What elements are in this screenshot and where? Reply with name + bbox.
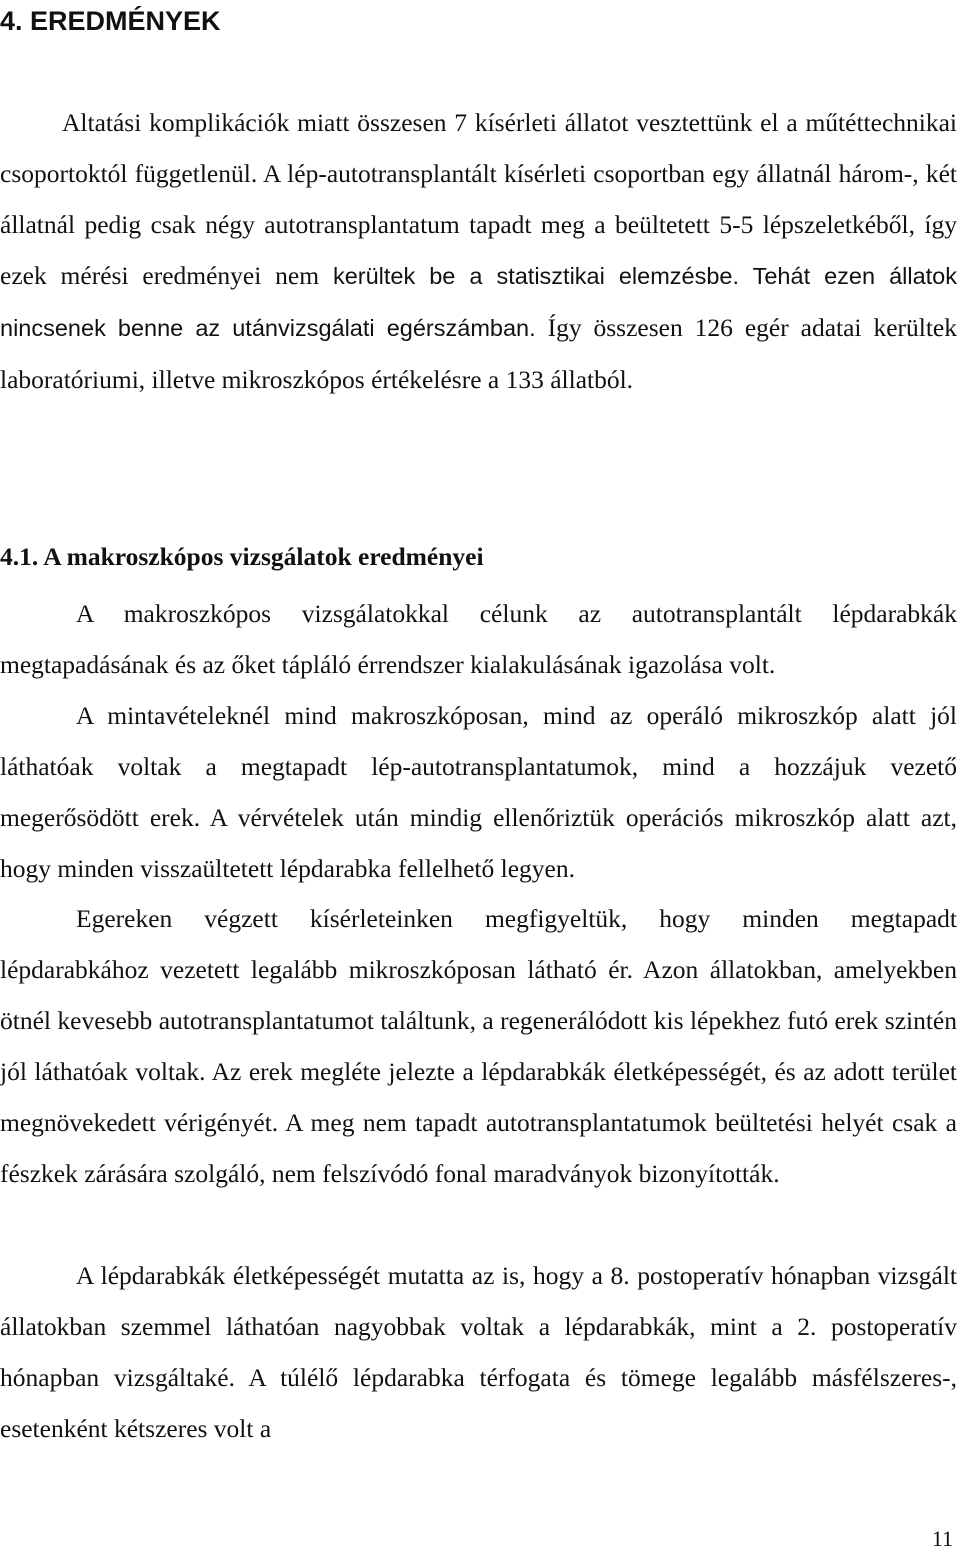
section-title: 4.1. A makroszkópos vizsgálatok eredményei <box>0 542 484 571</box>
intro-paragraph <box>0 97 957 405</box>
intro-text-serif: Altatási komplikációk miatt összesen 7 kísérleti állatot vesztettünk el a műtéttechnikai csoportoktól függetlenül. A lép-autotransplantált kísérleti csoportban egy állatnál három-, két állatnál pedig csak négy autotransplantatum tapadt meg a beültetett 5-5 lépszeletkéből, így ezek mérési eredményei nem <box>0 108 957 290</box>
page-number: 11 <box>931 1526 953 1551</box>
section-paragraph-3: Egereken végzett kísérleteinken megfigyeltük, hogy minden megtapadt lépdarabkához vezetett legalább mikroszkóposan látható ér. Azon állatokban, amelyekben ötnél kevesebb autotransplantatumot találtunk, a regenerálódott kis lépekhez futó erek szintén jól láthatóak voltak. Az erek megléte jelezte a lépdarabkák életképességét, és az adott terület megnövekedett vérigényét. A meg nem tapadt autotransplantatumok beültetési helyét csak a fészkek zárására szolgáló, nem felszívódó fonal maradványok bizonyították. <box>0 904 957 1188</box>
section-paragraph-1: A makroszkópos vizsgálatokkal célunk az autotransplantált lépdarabkák megtapadásának és az őket tápláló érrendszer kialakulásának igazolása volt. <box>0 599 957 679</box>
intro-text-sans: kerültek be a statisztikai elemzésbe. Tehát ezen állatok nincsenek benne az utánvizsgálati egérszámban. <box>0 263 957 341</box>
chapter-title: 4. EREDMÉNYEK <box>0 6 221 36</box>
section-paragraph-2: A mintavételeknél mind makroszkóposan, mind az operáló mikroszkóp alatt jól láthatóak voltak a megtapadt lép-autotransplantatumok, mind a hozzájuk vezető megerősödött erek. A vérvételek után mindig ellenőriztük operációs mikroszkóp alatt azt, hogy minden visszaültetett lépdarabka fellelhető legyen. <box>0 701 957 883</box>
section-paragraph-4: A lépdarabkák életképességét mutatta az is, hogy a 8. postoperatív hónapban vizsgált állatokban szemmel láthatóan nagyobbak voltak a lépdarabkák, mint a 2. postoperatív hónapban vizsgáltaké. A túlélő lépdarabka térfogata és tömege legalább másfélszeres-, esetenként kétszeres volt a <box>0 1261 957 1443</box>
intro-text-serif-end: Így összesen 126 egér adatai kerültek laboratóriumi, illetve mikroszkópos értékelésre a 133 állatból. <box>0 313 957 394</box>
